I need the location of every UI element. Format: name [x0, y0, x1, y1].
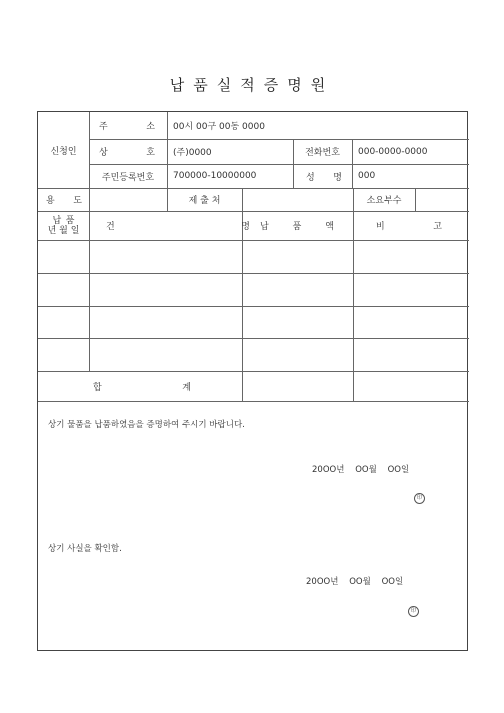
document-title: 납품실적증명원	[169, 76, 335, 94]
phone-value: 000-0000-0000	[358, 146, 428, 157]
total-label: 합 계	[93, 382, 191, 393]
seal-icon: 印	[414, 493, 425, 504]
confirm-statement: 상기 사실을 확인함.	[48, 544, 122, 554]
item-name-header: 건 명	[106, 222, 250, 232]
seal-icon: 印	[408, 606, 419, 617]
purpose-label: 용 도	[46, 196, 82, 206]
note-header: 비 고	[376, 222, 442, 232]
registration-value: 700000-10000000	[173, 171, 257, 181]
certificate-form	[37, 111, 468, 651]
table-row	[38, 306, 469, 338]
copies-label: 소요부수	[366, 196, 402, 206]
phone-label: 전화번호	[305, 148, 340, 158]
amount-header: 납 품 액	[260, 222, 334, 232]
company-value: (주)0000	[173, 148, 212, 158]
table-row	[38, 240, 469, 273]
table-row	[38, 273, 469, 306]
company-label: 상 호	[99, 148, 155, 158]
submit-to-label: 제 출 처	[188, 196, 221, 206]
address-label: 주 소	[99, 122, 155, 132]
name-label: 성 명	[306, 172, 342, 183]
delivery-date-header: 납 품 년 월 일	[47, 215, 80, 236]
applicant-label: 신청인	[50, 146, 77, 157]
table-row	[38, 338, 469, 371]
registration-label: 주민등록번호	[101, 172, 155, 183]
name-value: 000	[358, 171, 376, 181]
request-date: 20OO년 OO월 OO일	[312, 465, 410, 475]
request-statement: 상기 물품을 납품하였음을 증명하여 주시기 바랍니다.	[48, 420, 245, 430]
confirm-date: 20OO년 OO월 OO일	[306, 577, 404, 587]
address-value: 00시 00구 00동 0000	[173, 122, 265, 132]
